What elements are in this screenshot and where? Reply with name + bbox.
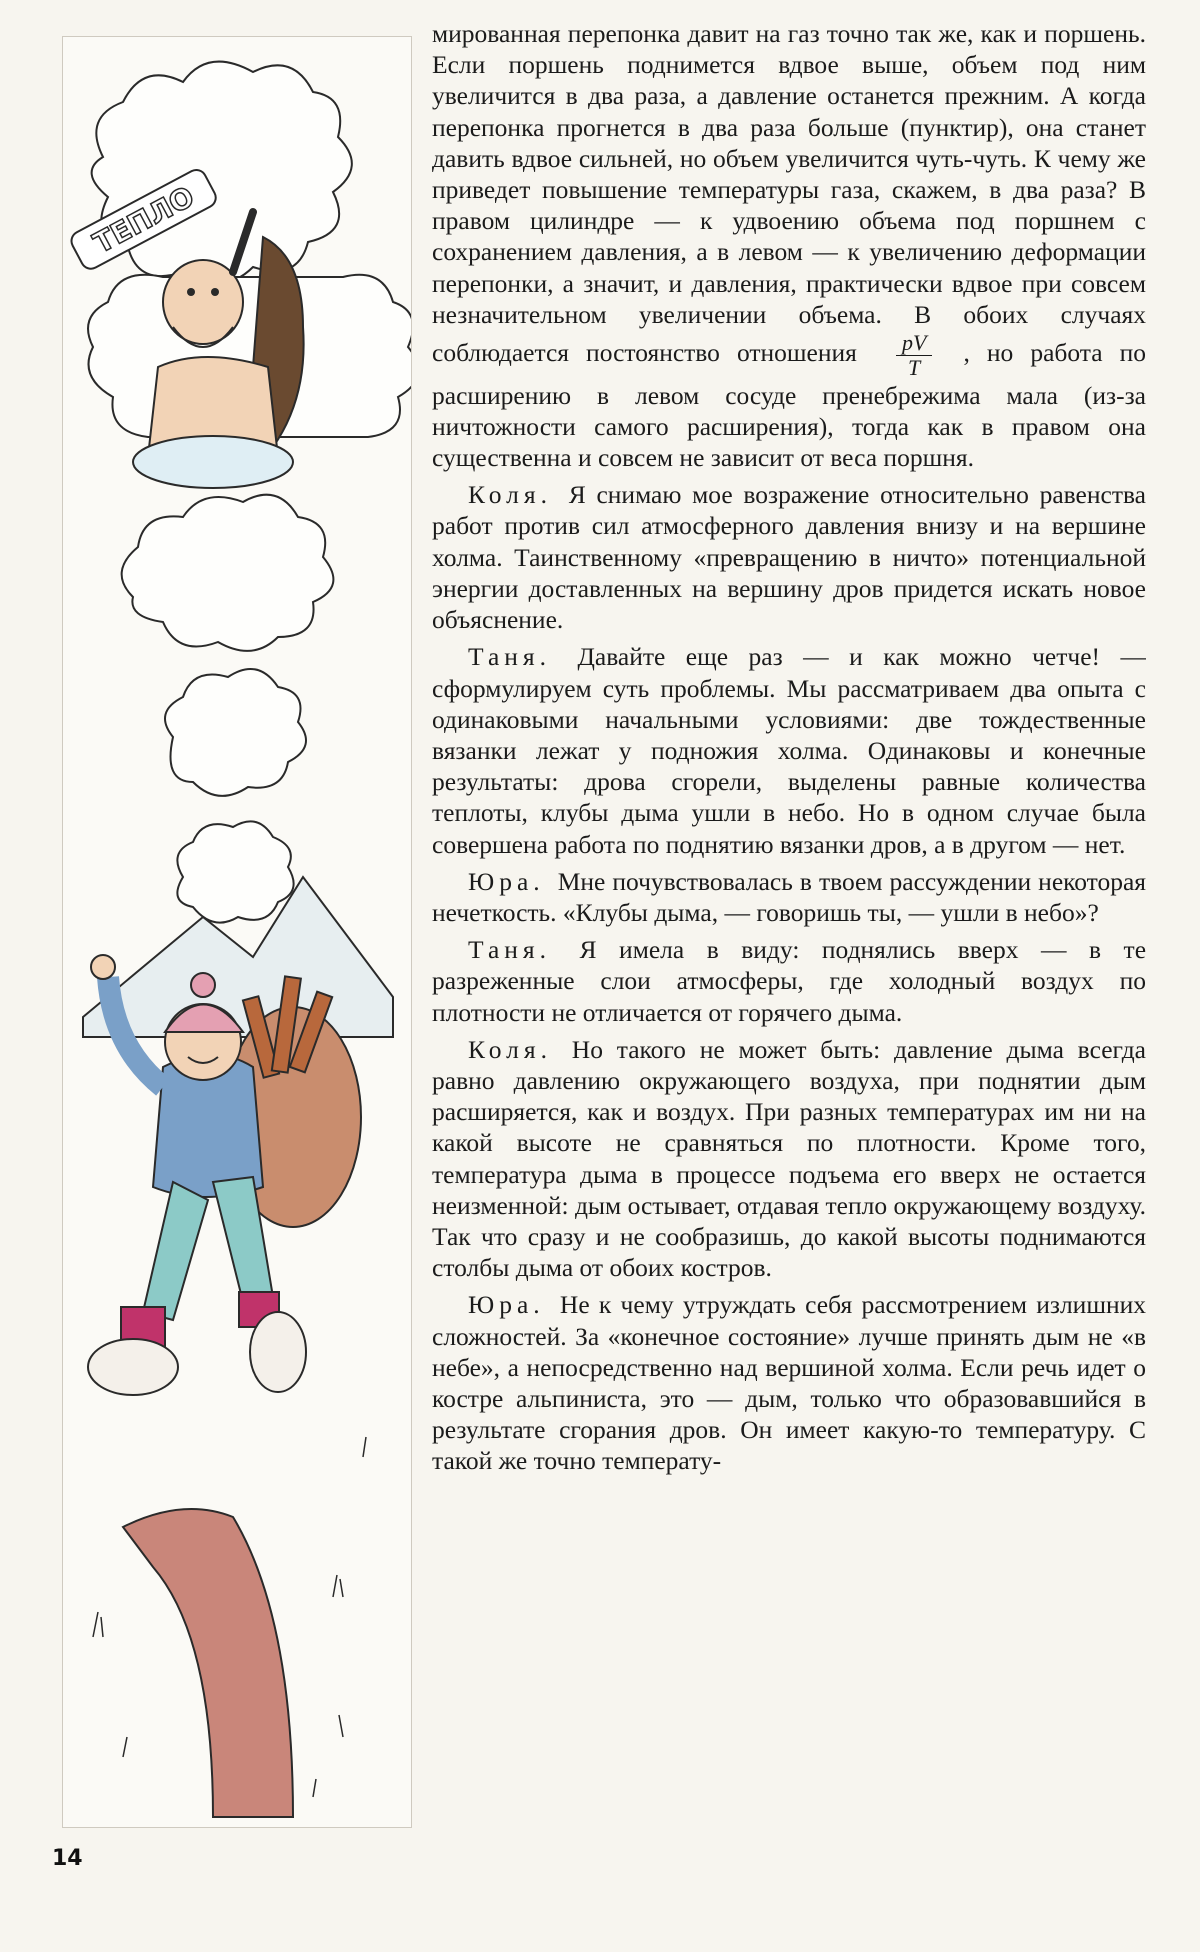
- hill-path: [123, 1509, 293, 1817]
- paragraph-text: , но работа по расширению в левом сосуде пренебрежима мала (из-за ничтожности самого расширения), тогда как в правом она существенна и совсем не зависит от веса поршня.: [432, 338, 1146, 473]
- dialogue-paragraph: [432, 1034, 1146, 1284]
- formula-pv-over-t: [896, 331, 932, 380]
- dialogue-paragraph: [432, 1289, 1146, 1476]
- text-column: [432, 18, 1146, 1838]
- steam-cloud-low1: [165, 669, 306, 796]
- cartoon-illustration: [63, 37, 411, 1827]
- speaker-name: Коля.: [468, 480, 552, 510]
- dialogue-text: Давайте еще раз — и как можно четче! — сформулируем суть проблемы. Мы рассматриваем два опыта с одинаковыми начальными условиями: две тождественные вязанки лежат у подножия холма. Одинаковы и конечные результаты: дрова сгорели, выделены равные количества теплоты, клубы дыма ушли в небо. Но в одном случае была совершена работа по поднятию вязанки дров, а в другом — нет.: [432, 642, 1146, 859]
- steam-cloud-low2: [177, 821, 293, 922]
- paragraph-continued: [432, 18, 1146, 473]
- speaker-name: Юра.: [468, 1290, 545, 1320]
- hiker-boot-left: [88, 1339, 178, 1395]
- speaker-name: Юра.: [468, 866, 545, 896]
- heat-sign-label: ТЕПЛО: [88, 179, 200, 260]
- dialogue-text: Но такого не может быть: давление дыма всегда равно давлению окружающего воздуха, при поднятии дым расширяется, как и воздух. При разных температурах им ни на какой высоте не сравняться по плотности. Кроме того, температура дыма в процессе подъема его вверх не остается неизменной: дым остывает, отдавая тепло окружающему воздуху. Так что сразу и не сообразишь, до какой высоты поднимаются столбы дыма от обоих костров.: [432, 1034, 1146, 1283]
- dialogue-text: Я имела в виду: поднялись вверх — в те разреженные слои атмосферы, где холодный воздух по плотности не отличается от горячего дыма.: [432, 935, 1146, 1027]
- steam-cloud-middle: [122, 495, 334, 651]
- dialogue-paragraph: [432, 479, 1146, 635]
- dialogue-text: Не к чему утруждать себя рассмотрением излишних сложностей. За «конечное состояние» лучше принять дым не «в небе», а непосредственно над вершиной холма. Если речь идет о костре альпиниста, это — дым, только что образовавшийся в результате сгорания дров. Он имеет какую-то температуру. С такой же точно температу-: [432, 1290, 1146, 1476]
- dialogue-paragraph: [432, 934, 1146, 1028]
- illustration-panel: [62, 36, 412, 1828]
- dialogue-text: Я снимаю мое возражение относительно равенства работ против сил атмосферного давления внизу и на вершине холма. Таинственному «превращению в ничто» потенциальной энергии доставленных на вершину дров придется искать новое объяснение.: [432, 480, 1146, 635]
- dialogue-paragraph: [432, 866, 1146, 928]
- steam-cloud-top: [92, 62, 352, 284]
- formula-numerator: pV: [896, 331, 932, 356]
- dialogue-paragraph: [432, 641, 1146, 859]
- speaker-name: Таня.: [468, 935, 552, 965]
- dialogue-text: Мне почувствовалась в твоем рассуждении некоторая нечеткость. «Клубы дыма, — говоришь ты, — ушли в небо»?: [432, 866, 1146, 927]
- speaker-name: Таня.: [468, 642, 552, 672]
- hiker-boot-right: [250, 1312, 306, 1392]
- formula-denominator: T: [908, 354, 921, 380]
- page-number: 14: [52, 1846, 83, 1871]
- speaker-name: Коля.: [468, 1034, 552, 1064]
- paragraph-text: мированная перепонка давит на газ точно так же, как и поршень. Если поршень поднимется вдвое выше, объем под ним увеличится в два раза, а давление останется прежним. А когда перепонка прогнется в два раза больше (пунктир), она станет давить вдвое сильней, но объем увеличится чуть-чуть. К чему же приведет повышение температуры газа, скажем, в два раза? В правом цилиндре — к удвоению объема под поршнем с сохранением давления, а в левом — к увеличению деформации перепонки, а значит, и давления, практически вдвое при совсем незначительном увеличении объема. В обоих случаях соблюдается постоянство отношения: [432, 19, 1146, 368]
